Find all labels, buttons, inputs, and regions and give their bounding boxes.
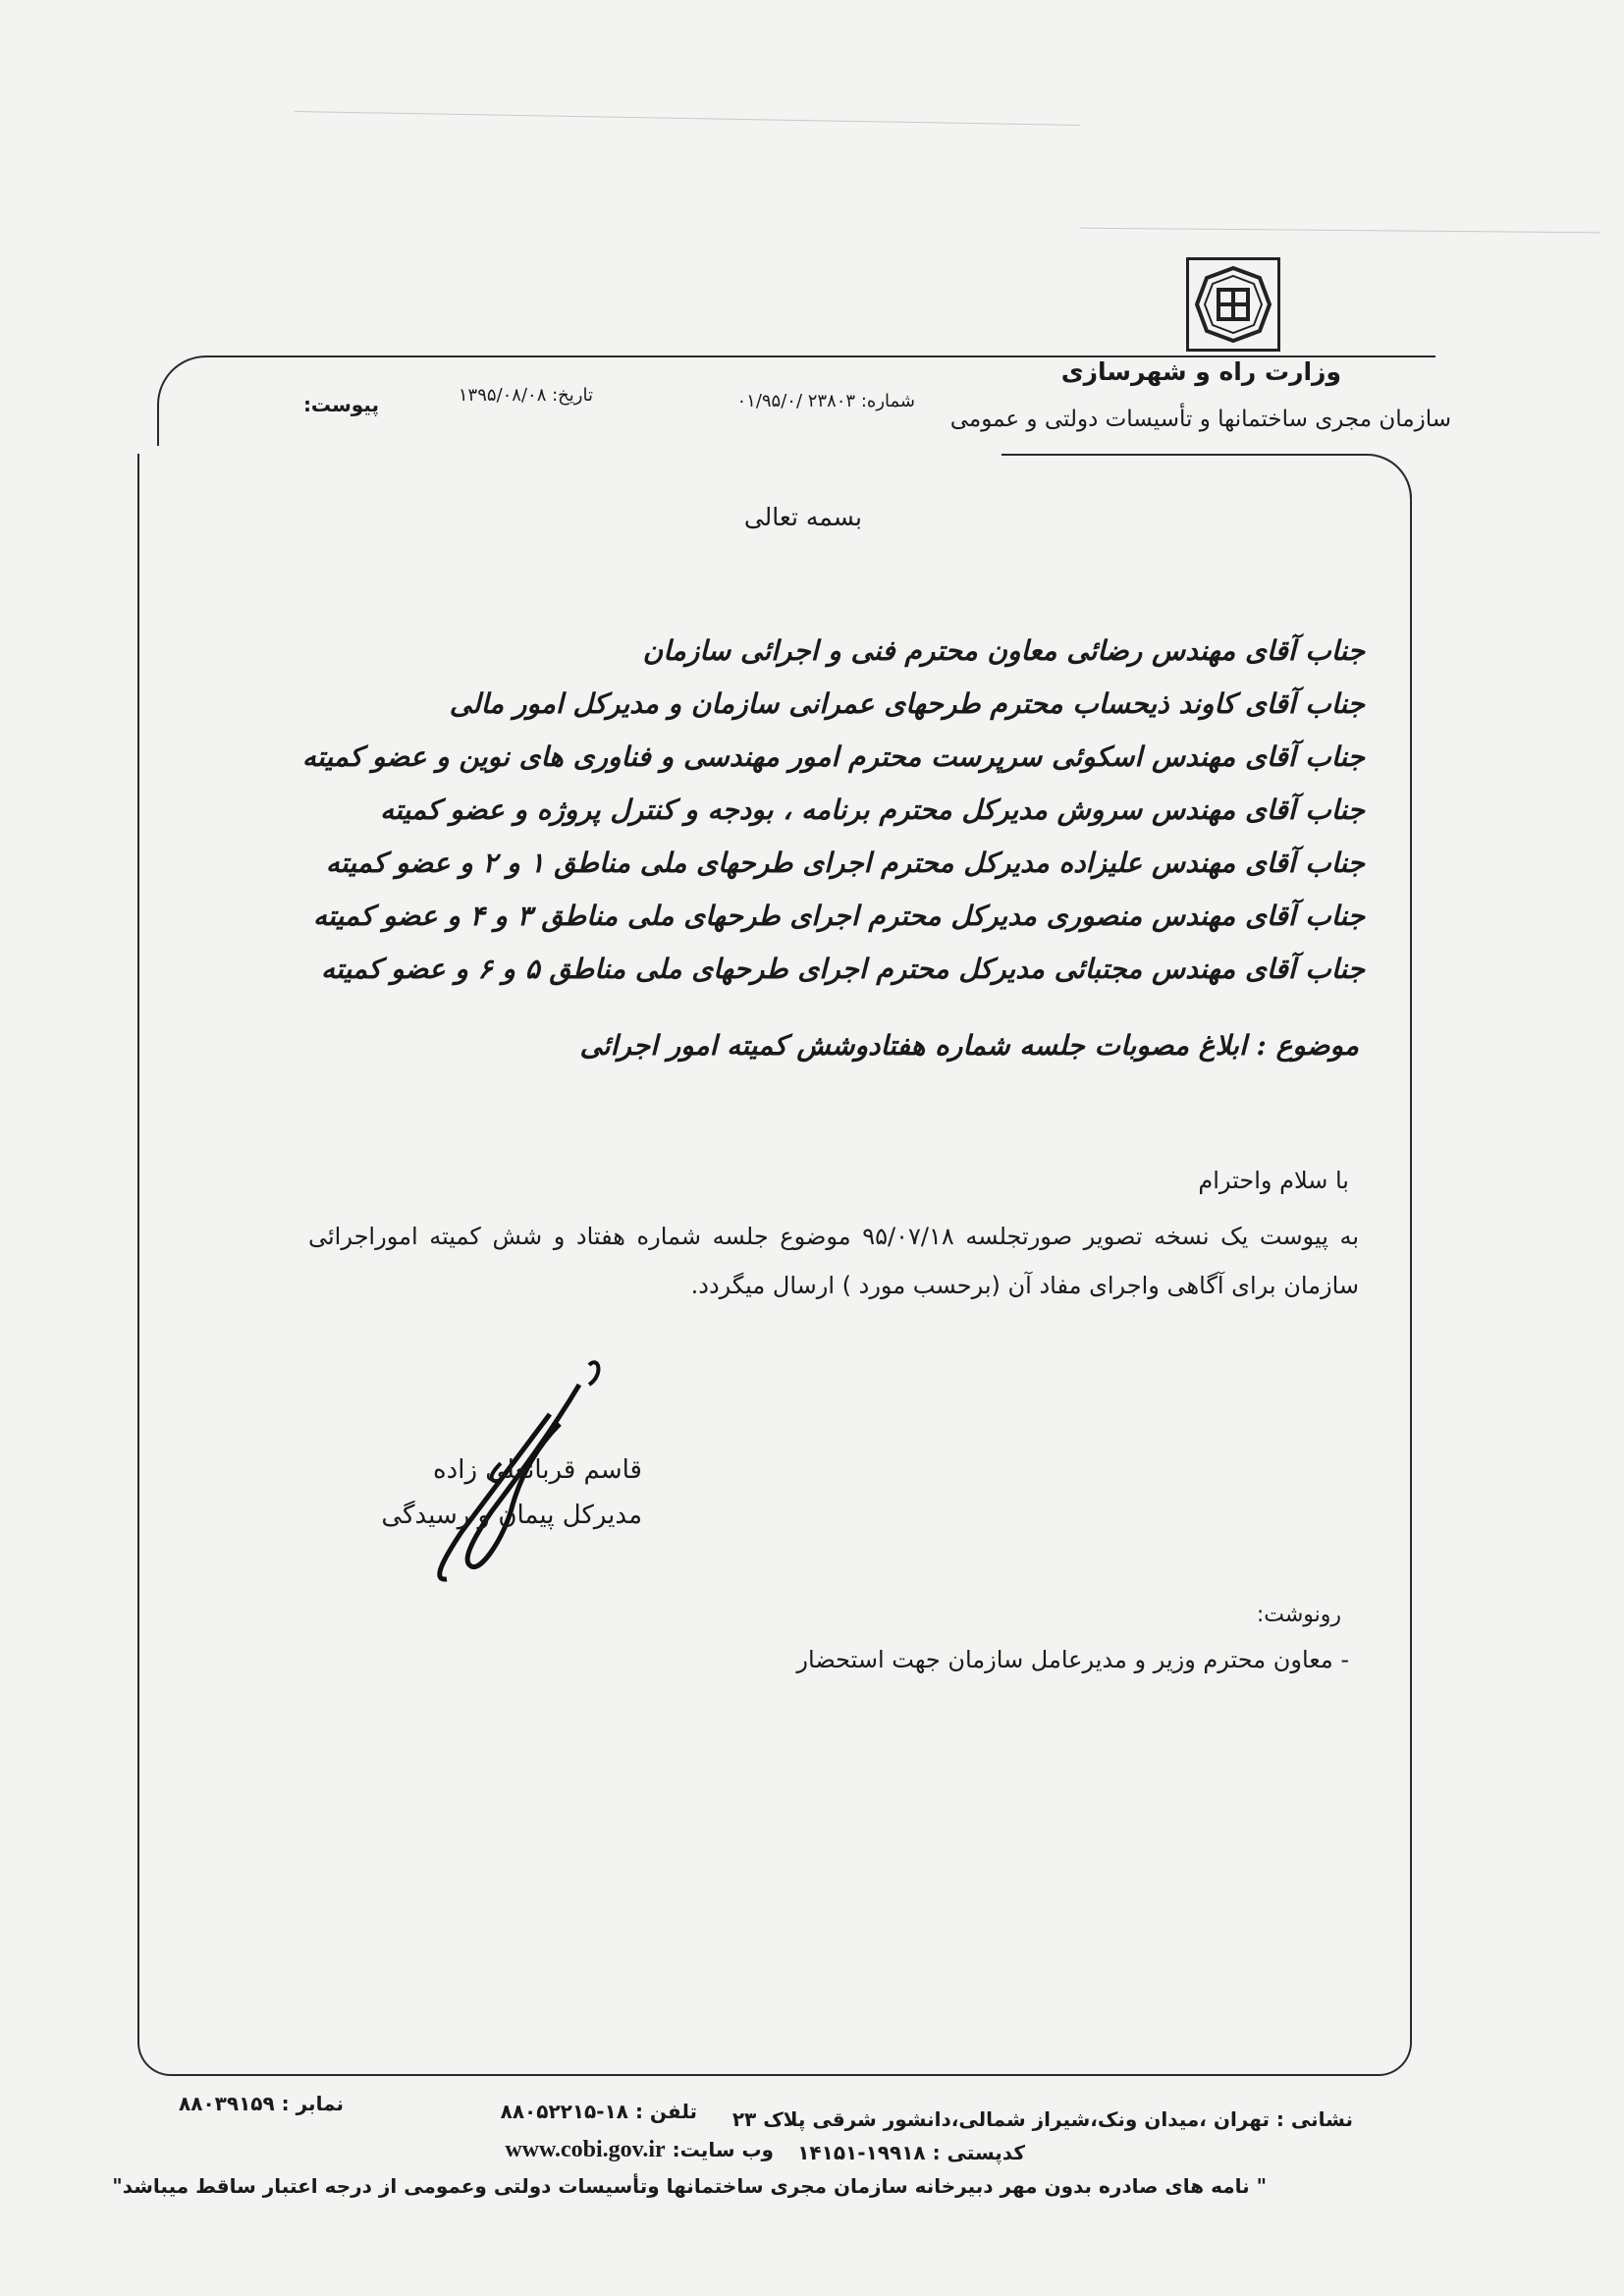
organization-logo bbox=[1186, 257, 1280, 352]
footer-website-link[interactable]: www.cobi.gov.ir bbox=[505, 2137, 666, 2162]
signer-title: مدیرکل پیمان و رسیدگی bbox=[381, 1501, 642, 1530]
basmala: بسمه تعالی bbox=[743, 503, 862, 531]
recipient-line: جناب آقای مهندس مجتبائی مدیرکل محترم اجرای طرحهای ملی مناطق ۵ و ۶ و عضو کمیته bbox=[320, 953, 1365, 985]
recipients-list bbox=[302, 625, 1365, 996]
recipient-line: جناب آقای مهندس منصوری مدیرکل محترم اجرای طرحهای ملی مناطق ۳ و ۴ و عضو کمیته bbox=[312, 900, 1365, 932]
footer-validity-note: " نامه های صادره بدون مهر دبیرخانه سازمان مجری ساختمانها وتأسیسات دولتی وعمومی از درجه اعتبار ساقط میباشد" bbox=[112, 2174, 1267, 2198]
letter-date bbox=[459, 385, 593, 406]
organization-name: سازمان مجری ساختمانها و تأسیسات دولتی و عمومی bbox=[949, 407, 1451, 432]
letter-number-value: ۲۳۸۰۳ /۰۱/۹۵/۰ bbox=[736, 391, 856, 411]
recipient-line: جناب آقای مهندس سروش مدیرکل محترم برنامه ، بودجه و کنترل پروژه و عضو کمیته bbox=[380, 793, 1365, 826]
ministry-name: وزارت راه و شهرسازی bbox=[1060, 357, 1341, 386]
letter-number bbox=[736, 391, 915, 411]
footer-website-label: وب سایت: bbox=[672, 2138, 774, 2161]
recipient-line: جناب آقای مهندس علیزاده مدیرکل محترم اجرای طرحهای ملی مناطق ۱ و ۲ و عضو کمیته bbox=[325, 847, 1365, 879]
letter-subject: موضوع : ابلاغ مصوبات جلسه شماره هفتادوشش کمیته امور اجرائی bbox=[579, 1029, 1359, 1062]
recipient-line: جناب آقای کاوند ذیحساب محترم طرحهای عمرانی سازمان و مدیرکل امور مالی bbox=[449, 687, 1365, 720]
footer-phone: تلفن : ۱۸-۸۸۰۵۲۲۱۵ bbox=[500, 2100, 697, 2123]
cc-item: - معاون محترم وزیر و مدیرعامل سازمان جهت استحضار bbox=[796, 1646, 1349, 1673]
scan-artifact-line bbox=[1080, 228, 1600, 234]
footer-website bbox=[505, 2137, 774, 2163]
footer-address: نشانی : تهران ،میدان ونک،شیراز شمالی،دانشور شرقی پلاک ۲۳ bbox=[731, 2107, 1353, 2131]
footer-postal-code: کدپستی : ۱۹۹۱۸-۱۴۱۵۱ bbox=[797, 2141, 1025, 2164]
signer-name: قاسم قربانعلی زاده bbox=[433, 1455, 642, 1485]
greeting: با سلام واحترام bbox=[1198, 1167, 1349, 1194]
signer-block bbox=[381, 1448, 642, 1538]
letter-date-value: ۱۳۹۵/۰۸/۰۸ bbox=[458, 385, 547, 406]
attachment-label: پیوست: bbox=[302, 393, 379, 416]
letter-date-label: تاریخ: bbox=[552, 385, 593, 406]
letter-body: به پیوست یک نسخه تصویر صورتجلسه ۹۵/۰۷/۱۸ موضوع جلسه شماره هفتاد و شش کمیته اموراجرائی سازمان برای آگاهی واجرای مفاد آن (برحسب مورد ) ارسال میگردد. bbox=[308, 1223, 1360, 1299]
footer-fax: نمابر : ۸۸۰۳۹۱۵۹ bbox=[179, 2092, 344, 2115]
letter-number-label: شماره: bbox=[860, 391, 915, 411]
cc-title: رونوشت: bbox=[1256, 1603, 1341, 1627]
recipient-line: جناب آقای مهندس اسکوئی سرپرست محترم امور مهندسی و فناوری های نوین و عضو کمیته bbox=[301, 740, 1365, 773]
recipient-line: جناب آقای مهندس رضائی معاون محترم فنی و اجرائی سازمان bbox=[642, 634, 1365, 667]
scan-artifact-line bbox=[295, 111, 1080, 126]
